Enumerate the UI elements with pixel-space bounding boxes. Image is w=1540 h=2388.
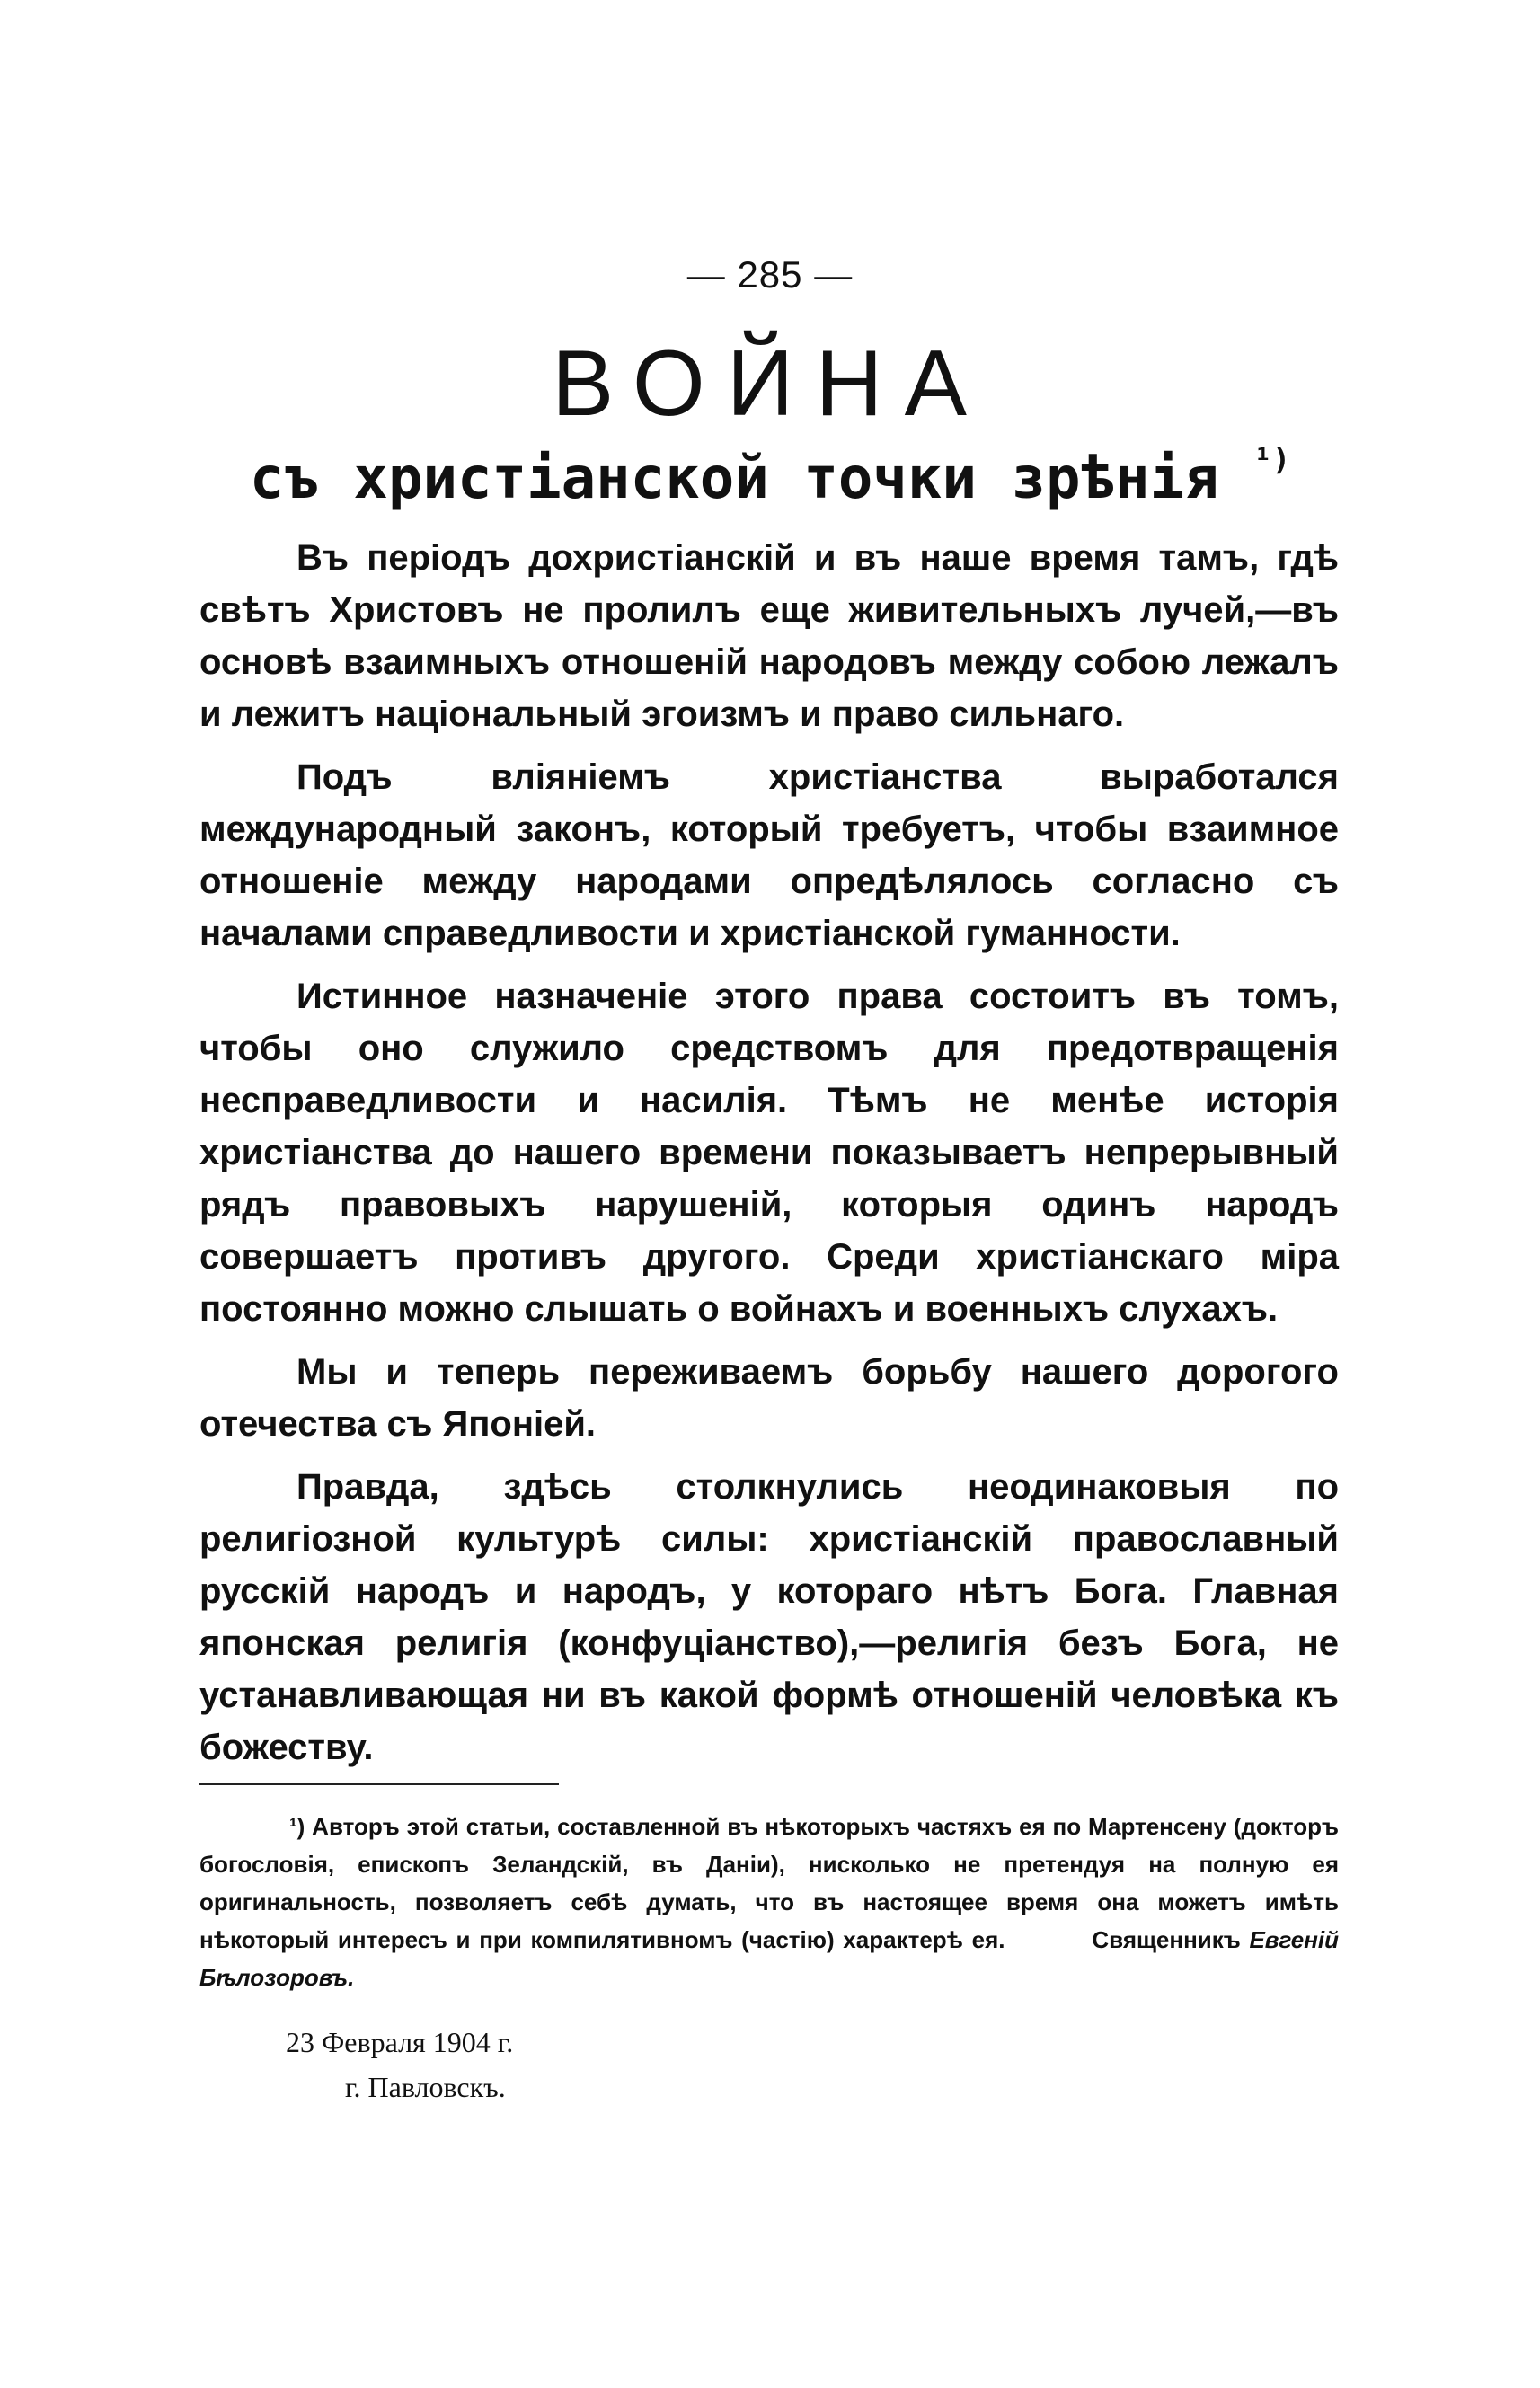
footnote-divider — [199, 1783, 559, 1785]
paragraph: Въ періодъ дохристіанскій и въ наше время тамъ, гдѣ свѣтъ Христовъ не пролилъ еще живительныхъ лучей,—въ основѣ взаимныхъ отношеній народовъ между собою лежалъ и лежитъ національный эгоизмъ и право сильнаго. — [199, 538, 1339, 734]
article-subtitle — [0, 442, 1540, 512]
signature-name: Евгеній Бѣлозоровъ. — [199, 1926, 1339, 1991]
paragraph: Мы и теперь переживаемъ борьбу нашего дорогого отечества съ Японіей. — [199, 1352, 1339, 1444]
date-line: 23 Февраля 1904 г. — [286, 2026, 514, 2058]
article-title: ВОЙНА — [551, 332, 989, 436]
place-line: г. Павловскъ. — [345, 2071, 506, 2103]
paragraph: Подъ вліяніемъ христіанства выработался международный законъ, который требуетъ, чтобы взаимное отношеніе между народами опредѣлялось согласно съ началами справедливости и христіанской гуманности. — [199, 757, 1339, 953]
signature-prefix: Священникъ — [1092, 1926, 1241, 1953]
page-number: — 285 — — [686, 253, 854, 296]
paragraph: Правда, здѣсь столкнулись неодинаковыя по религіозной культурѣ силы: христіанскій православный русскій народъ и народъ, у котораго нѣтъ Бога. Главная японская религія (конфуціанство),—религія безъ Бога, не устанавливающая ни въ какой формѣ отношеній человѣка къ божеству. — [199, 1467, 1339, 1767]
article-body — [199, 532, 1339, 1784]
footnote — [199, 1808, 1339, 1996]
paragraph: Истинное назначеніе этого права состоитъ въ томъ, чтобы оно служило средствомъ для предотвращенія несправедливости и насилія. Тѣмъ не менѣе исторія христіанства до нашего времени показываетъ непрерывный рядъ правовыхъ нарушеній, которыя одинъ народъ совершаетъ противъ другого. Среди христіанскаго міра постоянно можно слышать о войнахъ и военныхъ слухахъ. — [199, 977, 1339, 1329]
footnote-text-block — [199, 1808, 1339, 1996]
subtitle-text: съ христіанской точки зрѣнія — [249, 446, 1219, 512]
footnote-text: ¹) Авторъ этой статьи, составленной въ нѣкоторыхъ частяхъ ея по Мартенсену (докторъ богословія, епископъ Зеландскій, въ Даніи), нисколько не претендуя на полную ея оригинальность, позволяетъ себѣ думать, что въ настоящее время она можетъ имѣть нѣкоторый интересъ и при компилятивномъ (частію) характерѣ ея. — [199, 1813, 1339, 1953]
subtitle-footnote-mark: ¹) — [1253, 442, 1291, 478]
